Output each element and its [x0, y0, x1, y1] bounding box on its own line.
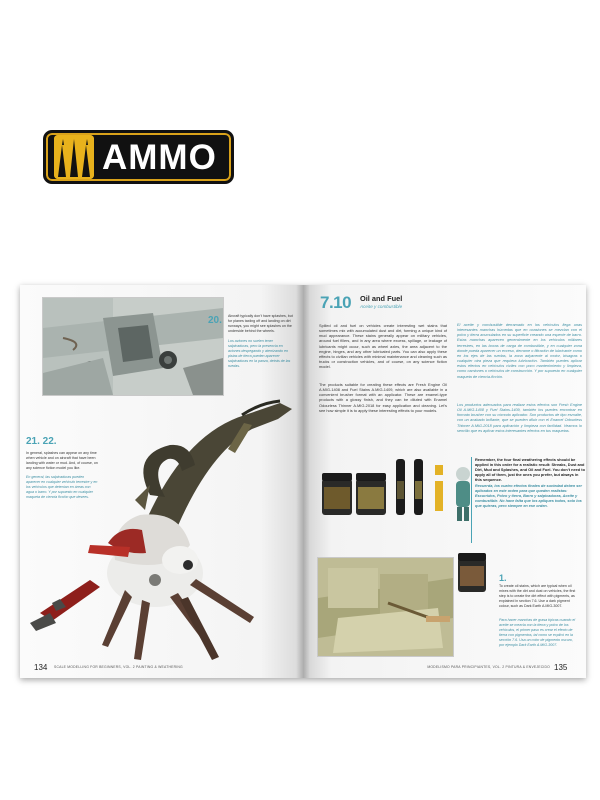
left-page-number: 134: [34, 663, 48, 672]
ammo-logo: [43, 130, 234, 184]
oil-stain-closeup-photo: [317, 557, 454, 657]
body-text-es-1: El aceite y combustible derramado en los vehículos llega unas interesantes manchas húmedas que en ocasiones se mezclan con el polvo y tierra acumulados en su superficie creando una especie de barro. Estas manchas aparecen generalmente en los vehículos militares terrestres, en las bocas de carga de combustible, y en cualquier zona donde pueda aparecer un exceso, derrame o filtración de lubricante como en los ejes de las ruedas, la zona adyacente al motor, bisagras o cualquier otra pieza que requiera lubricación. También puedes aplicar estos efectos en vehículos civiles con poco mantenimiento y limpieza, como camiones o vehículos de construcción. Y por supuesto en cualquier maqueta de ciencia-ficción.: [457, 323, 582, 379]
section-subtitle: Aceite y combustible: [360, 304, 403, 309]
weathering-order-callout: [471, 457, 585, 543]
magazine-spread: [20, 285, 586, 678]
step-1-text-es: Para hacer manchas de grasa típicas cuando el aceite se mezcla con la tierra y polvo de los vehículos, el primer paso es crear el efecto de tierra con pigmentos, tal como se explicó en la sección 7.6. Usa un color de pigmento oscuro, por ejemplo Dark Earth A.MIG-3007.: [499, 618, 576, 647]
right-running-head: MODELISMO PARA PRINCIPIANTES, VOL. 2 PINTURA & ENVEJECIDO: [427, 665, 550, 669]
step-21-22-text-en: In general, splashes can appear on any time when vehicle and on aircraft that have been landing with water or mud. And, of course, on any science fiction model you like.: [26, 451, 98, 470]
dark-earth-pigment-jar: [457, 552, 487, 594]
step-20-number: 20.: [208, 315, 222, 326]
section-number: 7.10: [320, 293, 352, 312]
step-20-text-es: Los aviones no suelen tener salpicaduras, pero la presencia en aviones despegando y aterrizando en pistas de tierra pueden aparecer salpicaduras en la panza, detrás de las ruedas.: [228, 339, 291, 368]
right-page-number: 135: [554, 663, 568, 672]
scifi-mech-model-photo: [30, 375, 300, 665]
step-21-22-text-es: En general, las salpicaduras pueden aparecer en cualquier vehículo terrestre y en los vehículos que detenían en áreas con agua o barro. Y por supuesto en cualquier maqueta de ciencia ficción que desees.: [26, 475, 98, 499]
body-text-en-2: The products suitable for creating these effects are Fresh Engine Oil A.MIG-1408 and Fuel Stains A.MIG-1409, which are also available in a convenient brusher format with an applicator. These are enamel-type products with a glossy finish, and they can be diluted with Enamel Odourless Thinner A.MIG-2018 for easy application and cleaning. Let's see how simple it is to apply these interesting effects to your models.: [319, 382, 447, 413]
callout-text-en: Remember, the four final weathering effects should be applied in this order for a realistic result: Streaks, Dust and Dirt, Mud and Splashes, and Oil and Fuel. You don't need to apply all of them, just the ones you prefer, but always in this sequence.: [475, 457, 585, 482]
body-text-es-2: Los productos adecuados para realizar estos efectos son Fresh Engine Oil A.MIG-1408 y Fuel Stains-1409, también los puedes encontrar en formato brusher con su cómodo aplicador. Son productos de tipo esmalte, con un acabado brillante, que se pueden diluir con el Enamel Odourless Thinner A.MIG-2018 para aplicación y limpieza con facilidad. Veamos lo sencillo que es aplicar estos interesantes efectos en tus maquetas.: [457, 403, 582, 433]
ammo-brush-mark-icon: [54, 135, 94, 179]
body-text-en-1: Spilled oil and fuel on vehicles create interesting wet stains that sometimes mix with accumulated dust and dirt, forming a unique kind of mud appearance. These stains generally appear on military vehicles, around fuel fillers, and in any area where excess, spillage, or leakage of lubricants might occur, such as wheel axles, the area adjacent to the engine, hinges, and any other lubricated parts. You can also apply these effects to civilian vehicles with minimal maintenance and cleaning such as trucks or construction vehicles, and of course, on any science fiction model.: [319, 323, 447, 370]
section-title: Oil and Fuel: [360, 294, 403, 303]
step-1-number: 1.: [499, 573, 507, 583]
ammo-wordmark: AMMO: [102, 137, 217, 177]
step-20-text-en: Aircraft typically don't have splashes, but for planes taxiing off and landing on dirt runways, you might see splashes on the underside behind the wheels.: [228, 314, 293, 333]
gutter-shadow: [296, 285, 310, 678]
product-jars-photo: [320, 455, 460, 520]
step-1-text-en: To create oil stains, which are typical when oil mixes with the dirt and dust on vehicles, the first step is to create the dirt effect with pigments, as explained in section 7.6. Use a dark pigment colour, such as Dark Earth A.MIG-3007.: [499, 584, 576, 608]
step-21-22-number: 21. 22.: [26, 436, 57, 447]
left-page: [20, 285, 303, 678]
callout-text-es: Recuerda, los cuatro efectos finales de suciedad deben ser aplicados en este orden para que queden realistas: Escurridos, Polvo y tierra, Barro y salpicaduras, Aceite y combustible. No hace falta que los apliques todos, solo los que quieras, pero siempre en ese orden.: [475, 484, 582, 508]
left-running-head: SCALE MODELLING FOR BEGINNERS, VOL. 2 PAINTING & WEATHERING: [54, 665, 183, 669]
